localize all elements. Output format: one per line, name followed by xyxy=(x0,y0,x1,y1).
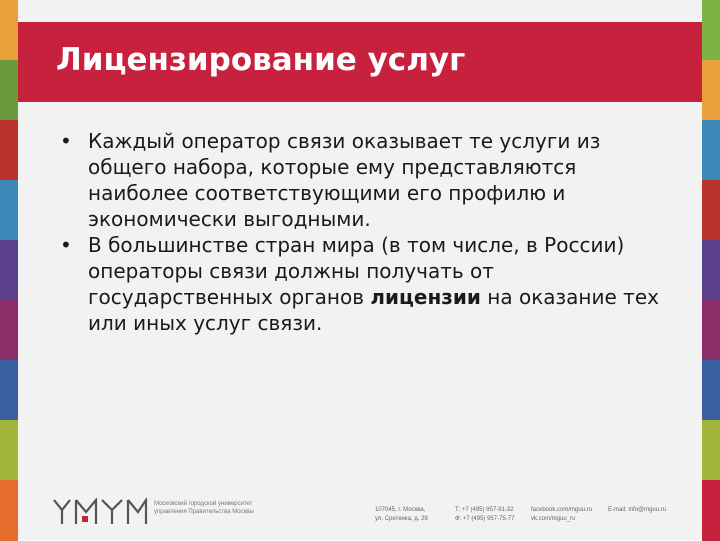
color-stripe xyxy=(0,240,18,301)
color-stripe xyxy=(0,0,18,61)
color-stripe xyxy=(0,480,18,541)
color-stripe xyxy=(0,360,18,421)
bullet-text: В большинстве стран мира (в том числе, в России) операторы связи должны получать от государственных органов xyxy=(88,233,625,309)
slide xyxy=(18,0,702,540)
color-stripe xyxy=(702,180,720,241)
slide-content xyxy=(60,128,680,336)
bullet-item xyxy=(60,232,680,336)
bullet-item xyxy=(60,128,680,232)
left-color-stripes xyxy=(0,0,18,540)
bullet-dot-icon: • xyxy=(60,129,72,153)
phone-line: Т: +7 (495) 957-91-32 xyxy=(455,507,514,513)
address-line: 107045, г. Москва, xyxy=(375,507,426,513)
color-stripe xyxy=(0,120,18,181)
footer-email xyxy=(608,506,666,515)
email-link[interactable]: E-mail: info@mguu.ru xyxy=(608,507,667,513)
footer xyxy=(18,490,702,530)
color-stripe xyxy=(702,480,720,541)
slide-title: Лицензирование услуг xyxy=(56,42,466,78)
social-link[interactable]: vk.com/mguu_ru xyxy=(531,516,576,522)
bullet-dot-icon: • xyxy=(60,233,72,257)
color-stripe xyxy=(702,360,720,421)
logo-text: Московский городской университет управления Правительства Москвы xyxy=(154,501,254,515)
color-stripe xyxy=(0,60,18,121)
color-stripe xyxy=(0,300,18,361)
footer-address xyxy=(375,506,428,524)
social-link[interactable]: facebook.com/mguu.ru xyxy=(531,507,593,513)
color-stripe xyxy=(0,180,18,241)
color-stripe xyxy=(702,420,720,481)
fax-line: Ф: +7 (495) 957-75-77 xyxy=(455,516,515,522)
footer-phones xyxy=(455,506,514,524)
footer-social xyxy=(531,506,592,524)
color-stripe xyxy=(702,60,720,121)
color-stripe xyxy=(0,420,18,481)
address-line: ул. Сретенка, д. 28 xyxy=(375,516,428,522)
color-stripe xyxy=(702,0,720,61)
color-stripe xyxy=(702,240,720,301)
bullet-bold-text: лицензии xyxy=(370,285,481,309)
color-stripe xyxy=(702,120,720,181)
bullet-text: на оказание тех или иных услуг связи. xyxy=(88,285,659,335)
color-stripe xyxy=(702,300,720,361)
bullet-text: Каждый оператор связи оказывает те услуги из общего набора, которые ему представляются наиболее соответствующими его профилю и экономически выгодными. xyxy=(88,129,601,231)
right-color-stripes xyxy=(702,0,720,540)
university-logo-icon xyxy=(52,498,148,526)
